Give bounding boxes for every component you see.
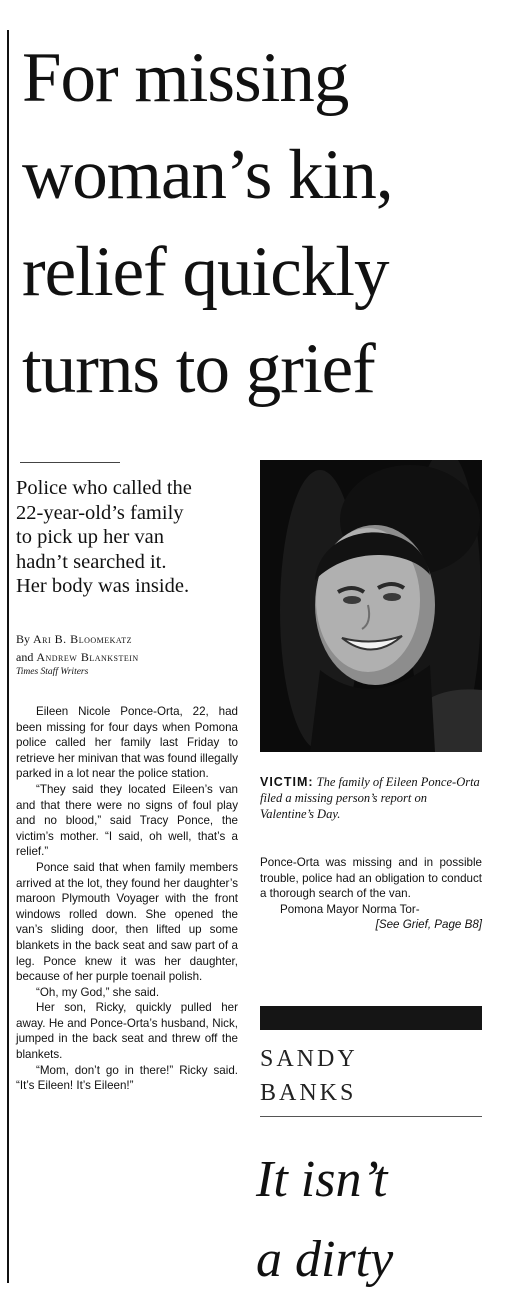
headline-line: For missing (22, 39, 349, 117)
deck-rule (20, 462, 120, 463)
deck-line: Her body was inside. (16, 575, 190, 597)
headline-line: turns to grief (22, 330, 375, 408)
body-paragraph: Ponce-Orta was missing and in possible trouble, police had an obligation to conduct a thorough search of the van. (260, 856, 482, 901)
deck-line: to pick up her van (16, 526, 165, 548)
jump-line: [See Grief, Page B8] (375, 918, 482, 932)
headline (22, 30, 510, 418)
deck (16, 476, 236, 599)
body-paragraph: Her son, Ricky, quickly pulled her away. He and Ponce-Orta’s husband, Nick, jumped in the back seat and threw off the blankets. (16, 1001, 238, 1062)
byline-author: Ari B. Bloomekatz (33, 632, 133, 646)
headline-line: woman’s kin, (22, 136, 393, 214)
column-bar (260, 1006, 482, 1030)
right-column-body (260, 855, 482, 933)
body-paragraph: “Oh, my God,” she said. (36, 985, 160, 999)
byline (16, 630, 248, 678)
body-paragraph: “Mom, don’t go in there!” Ricky said. “It’s Eileen! It’s Eileen!” (16, 1063, 238, 1093)
body-paragraph: Ponce said that when family members arrived at the lot, they found her daughter’s maroon Plymouth Voyager with the front windows rolled down. She opened the van’s sliding door, then lifted up some blankets in the back seat and saw part of a leg. Ponce knew it was her daughter, because of her purple toenail polish. (16, 860, 238, 984)
photo-caption (260, 774, 482, 822)
portrait-image (260, 460, 482, 752)
caption-lead: VICTIM: (260, 775, 314, 789)
article-body (16, 704, 238, 1094)
columnist-last-name: BANKS (260, 1080, 357, 1106)
byline-and: and (16, 650, 34, 664)
headline-line: relief quickly (22, 233, 389, 311)
body-paragraph: Eileen Nicole Ponce-Orta, 22, had been missing for four days when Pomona police called her family last Friday to retrieve her minivan that was found illegally parked in a lot near the police station. (16, 705, 238, 781)
column-headline-line: It isn’t (256, 1151, 388, 1208)
deck-line: hadn’t searched it. (16, 550, 167, 573)
columnist-first-name: SANDY (260, 1046, 358, 1072)
deck-line: 22-year-old’s family (16, 501, 184, 524)
column-headline-line: a dirty (256, 1231, 394, 1288)
victim-photo (260, 460, 482, 752)
column-rule (260, 1116, 482, 1117)
deck-line: Police who called the (16, 477, 192, 499)
caption-text: The family of Eileen Ponce-Orta filed a missing person’s report on Valentine’s Day. (260, 775, 480, 821)
columnist-name (260, 1042, 482, 1110)
body-paragraph: Pomona Mayor Norma Tor- (280, 902, 420, 916)
body-paragraph: “They said they located Eileen’s van and that there were no signs of foul play and no blood,” said Tracy Ponce, the victim’s mother. “I said, oh well, that’s a relief.” (16, 782, 238, 859)
byline-by: By (16, 632, 31, 646)
byline-author: Andrew Blankstein (36, 650, 139, 664)
column-headline (256, 1140, 506, 1300)
byline-staff: Times Staff Writers (16, 667, 89, 677)
left-column-rule (7, 30, 9, 1283)
